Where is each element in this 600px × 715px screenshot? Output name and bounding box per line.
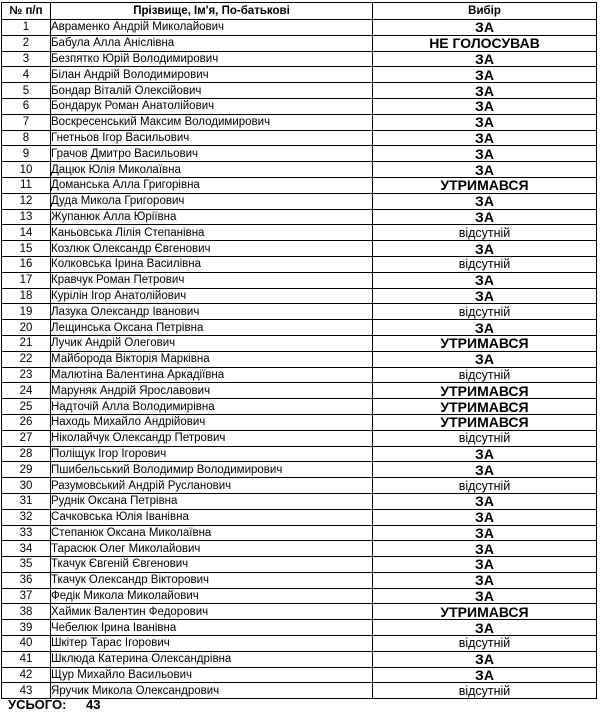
- table-row: [2, 399, 597, 415]
- row-number: 32: [2, 509, 51, 525]
- vote-choice: ЗА: [373, 20, 597, 36]
- vote-choice: відсутній: [373, 304, 597, 320]
- row-number: 4: [2, 67, 51, 83]
- row-number: 36: [2, 572, 51, 588]
- vote-choice: ЗА: [373, 272, 597, 288]
- vote-choice: УТРИМАВСЯ: [373, 414, 597, 430]
- row-number: 19: [2, 304, 51, 320]
- deputy-name: Лучик Андрій Олегович: [51, 335, 373, 351]
- deputy-name: Бондар Віталій Олексійович: [51, 83, 373, 99]
- vote-choice: відсутній: [373, 256, 597, 272]
- row-number: 13: [2, 209, 51, 225]
- deputy-name: Яручик Микола Олександрович: [51, 683, 373, 699]
- vote-choice: ЗА: [373, 209, 597, 225]
- deputy-name: Тарасюк Олег Миколайович: [51, 541, 373, 557]
- table-row: [2, 225, 597, 241]
- table-row: [2, 478, 597, 494]
- row-number: 40: [2, 636, 51, 652]
- table-row: [2, 256, 597, 272]
- row-number: 7: [2, 114, 51, 130]
- deputy-name: Грачов Дмитро Васильович: [51, 146, 373, 162]
- deputy-name: Безпятко Юрій Володимирович: [51, 51, 373, 67]
- vote-choice: ЗА: [373, 557, 597, 573]
- vote-choice: ЗА: [373, 462, 597, 478]
- deputy-name: Поліщук Ігор Ігорович: [51, 446, 373, 462]
- row-number: 20: [2, 320, 51, 336]
- header-choice: Вибір: [373, 3, 597, 20]
- vote-table-body: [2, 20, 597, 699]
- row-number: 23: [2, 367, 51, 383]
- table-row: [2, 430, 597, 446]
- deputy-name: Жупанюк Алла Юріївна: [51, 209, 373, 225]
- deputy-name: Пшибельський Володимир Володимирович: [51, 462, 373, 478]
- table-row: [2, 604, 597, 620]
- vote-choice: ЗА: [373, 651, 597, 667]
- row-number: 21: [2, 335, 51, 351]
- deputy-name: Доманська Алла Григорівна: [51, 177, 373, 193]
- row-number: 22: [2, 351, 51, 367]
- row-number: 29: [2, 462, 51, 478]
- table-row: [2, 98, 597, 114]
- row-number: 33: [2, 525, 51, 541]
- deputy-name: Ткачук Євгеній Євгенович: [51, 557, 373, 573]
- table-row: [2, 367, 597, 383]
- vote-choice: ЗА: [373, 114, 597, 130]
- table-row: [2, 35, 597, 51]
- table-row: [2, 383, 597, 399]
- vote-choice: ЗА: [373, 667, 597, 683]
- table-row: [2, 209, 597, 225]
- deputy-name: Бабула Алла Аніслівна: [51, 35, 373, 51]
- row-number: 26: [2, 414, 51, 430]
- table-row: [2, 493, 597, 509]
- table-row: [2, 636, 597, 652]
- deputy-name: Маруняк Андрій Ярославович: [51, 383, 373, 399]
- table-row: [2, 509, 597, 525]
- deputy-name: Кравчук Роман Петрович: [51, 272, 373, 288]
- vote-choice: ЗА: [373, 572, 597, 588]
- vote-choice: ЗА: [373, 620, 597, 636]
- deputy-name: Шкітер Тарас Ігорович: [51, 636, 373, 652]
- table-row: [2, 241, 597, 257]
- vote-choice: УТРИМАВСЯ: [373, 399, 597, 415]
- row-number: 28: [2, 446, 51, 462]
- table-row: [2, 351, 597, 367]
- deputy-name: Курілін Ігор Анатолійович: [51, 288, 373, 304]
- table-row: [2, 114, 597, 130]
- vote-choice: УТРИМАВСЯ: [373, 177, 597, 193]
- row-number: 3: [2, 51, 51, 67]
- row-number: 10: [2, 162, 51, 178]
- row-number: 6: [2, 98, 51, 114]
- table-row: [2, 193, 597, 209]
- vote-choice: відсутній: [373, 430, 597, 446]
- deputy-name: Руднік Оксана Петрівна: [51, 493, 373, 509]
- deputy-name: Щур Михайло Васильович: [51, 667, 373, 683]
- vote-table: [1, 2, 597, 699]
- deputy-name: Колковська Ірина Василівна: [51, 256, 373, 272]
- deputy-name: Малютіна Валентина Аркадіївна: [51, 367, 373, 383]
- table-row: [2, 130, 597, 146]
- deputy-name: Разумовський Андрій Русланович: [51, 478, 373, 494]
- vote-choice: ЗА: [373, 98, 597, 114]
- table-row: [2, 83, 597, 99]
- deputy-name: Лещинська Оксана Петрівна: [51, 320, 373, 336]
- table-row: [2, 541, 597, 557]
- table-row: [2, 572, 597, 588]
- row-number: 35: [2, 557, 51, 573]
- table-row: [2, 462, 597, 478]
- vote-choice: УТРИМАВСЯ: [373, 335, 597, 351]
- table-row: [2, 320, 597, 336]
- table-row: [2, 446, 597, 462]
- table-row: [2, 667, 597, 683]
- row-number: 11: [2, 177, 51, 193]
- table-row: [2, 51, 597, 67]
- row-number: 31: [2, 493, 51, 509]
- deputy-name: Федік Микола Миколайович: [51, 588, 373, 604]
- row-number: 16: [2, 256, 51, 272]
- row-number: 30: [2, 478, 51, 494]
- table-row: [2, 20, 597, 36]
- deputy-name: Дацюк Юлія Миколаївна: [51, 162, 373, 178]
- vote-choice: ЗА: [373, 541, 597, 557]
- row-number: 25: [2, 399, 51, 415]
- row-number: 9: [2, 146, 51, 162]
- vote-choice: ЗА: [373, 320, 597, 336]
- deputy-name: Хаймик Валентин Федорович: [51, 604, 373, 620]
- vote-choice: ЗА: [373, 193, 597, 209]
- row-number: 15: [2, 241, 51, 257]
- deputy-name: Лазука Олександр Іванович: [51, 304, 373, 320]
- row-number: 27: [2, 430, 51, 446]
- row-number: 42: [2, 667, 51, 683]
- total-summary: [8, 697, 100, 712]
- row-number: 38: [2, 604, 51, 620]
- deputy-name: Дуда Микола Григорович: [51, 193, 373, 209]
- vote-choice: ЗА: [373, 493, 597, 509]
- vote-choice: відсутній: [373, 225, 597, 241]
- table-row: [2, 651, 597, 667]
- row-number: 24: [2, 383, 51, 399]
- table-row: [2, 146, 597, 162]
- table-row: [2, 272, 597, 288]
- deputy-name: Шклюда Катерина Олександрівна: [51, 651, 373, 667]
- deputy-name: Сачковська Юлія Іванівна: [51, 509, 373, 525]
- deputy-name: Надточій Алла Володимирівна: [51, 399, 373, 415]
- row-number: 8: [2, 130, 51, 146]
- vote-choice: відсутній: [373, 636, 597, 652]
- row-number: 2: [2, 35, 51, 51]
- vote-choice: ЗА: [373, 351, 597, 367]
- table-row: [2, 335, 597, 351]
- deputy-name: Воскресенський Максим Володимирович: [51, 114, 373, 130]
- deputy-name: Находь Михайло Андрійович: [51, 414, 373, 430]
- total-count: 43: [86, 697, 101, 712]
- deputy-name: Чебелюк Ірина Іванівна: [51, 620, 373, 636]
- row-number: 12: [2, 193, 51, 209]
- total-label: УСЬОГО:: [8, 697, 67, 712]
- deputy-name: Ткачук Олександр Вікторович: [51, 572, 373, 588]
- vote-choice: НЕ ГОЛОСУВАВ: [373, 35, 597, 51]
- table-header-row: [2, 3, 597, 20]
- header-number: № п/п: [2, 3, 51, 20]
- deputy-name: Ніколайчук Олександр Петрович: [51, 430, 373, 446]
- vote-choice: ЗА: [373, 446, 597, 462]
- vote-choice: відсутній: [373, 478, 597, 494]
- vote-choice: ЗА: [373, 509, 597, 525]
- row-number: 14: [2, 225, 51, 241]
- deputy-name: Білан Андрій Володимирович: [51, 67, 373, 83]
- vote-choice: ЗА: [373, 525, 597, 541]
- table-row: [2, 557, 597, 573]
- vote-choice: ЗА: [373, 288, 597, 304]
- vote-choice: ЗА: [373, 588, 597, 604]
- deputy-name: Каньовська Лілія Степанівна: [51, 225, 373, 241]
- deputy-name: Степанюк Оксана Миколаївна: [51, 525, 373, 541]
- row-number: 41: [2, 651, 51, 667]
- row-number: 37: [2, 588, 51, 604]
- table-row: [2, 67, 597, 83]
- row-number: 5: [2, 83, 51, 99]
- deputy-name: Козлюк Олександр Євгенович: [51, 241, 373, 257]
- vote-choice: ЗА: [373, 130, 597, 146]
- vote-choice: ЗА: [373, 241, 597, 257]
- row-number: 39: [2, 620, 51, 636]
- vote-choice: відсутній: [373, 683, 597, 699]
- header-name: Прізвище, Ім'я, По-батькові: [51, 3, 373, 20]
- vote-choice: УТРИМАВСЯ: [373, 383, 597, 399]
- row-number: 18: [2, 288, 51, 304]
- row-number: 34: [2, 541, 51, 557]
- vote-choice: відсутній: [373, 367, 597, 383]
- vote-choice: УТРИМАВСЯ: [373, 604, 597, 620]
- table-row: [2, 162, 597, 178]
- table-row: [2, 588, 597, 604]
- deputy-name: Майборода Вікторія Марківна: [51, 351, 373, 367]
- table-row: [2, 525, 597, 541]
- deputy-name: Гнетньов Ігор Васильович: [51, 130, 373, 146]
- row-number: 43: [2, 683, 51, 699]
- vote-choice: ЗА: [373, 83, 597, 99]
- deputy-name: Бондарук Роман Анатолійович: [51, 98, 373, 114]
- vote-choice: ЗА: [373, 162, 597, 178]
- row-number: 1: [2, 20, 51, 36]
- vote-choice: ЗА: [373, 146, 597, 162]
- row-number: 17: [2, 272, 51, 288]
- table-row: [2, 304, 597, 320]
- deputy-name: Авраменко Андрій Миколайович: [51, 20, 373, 36]
- table-row: [2, 620, 597, 636]
- vote-choice: ЗА: [373, 51, 597, 67]
- table-row: [2, 414, 597, 430]
- table-row: [2, 177, 597, 193]
- table-row: [2, 288, 597, 304]
- vote-choice: ЗА: [373, 67, 597, 83]
